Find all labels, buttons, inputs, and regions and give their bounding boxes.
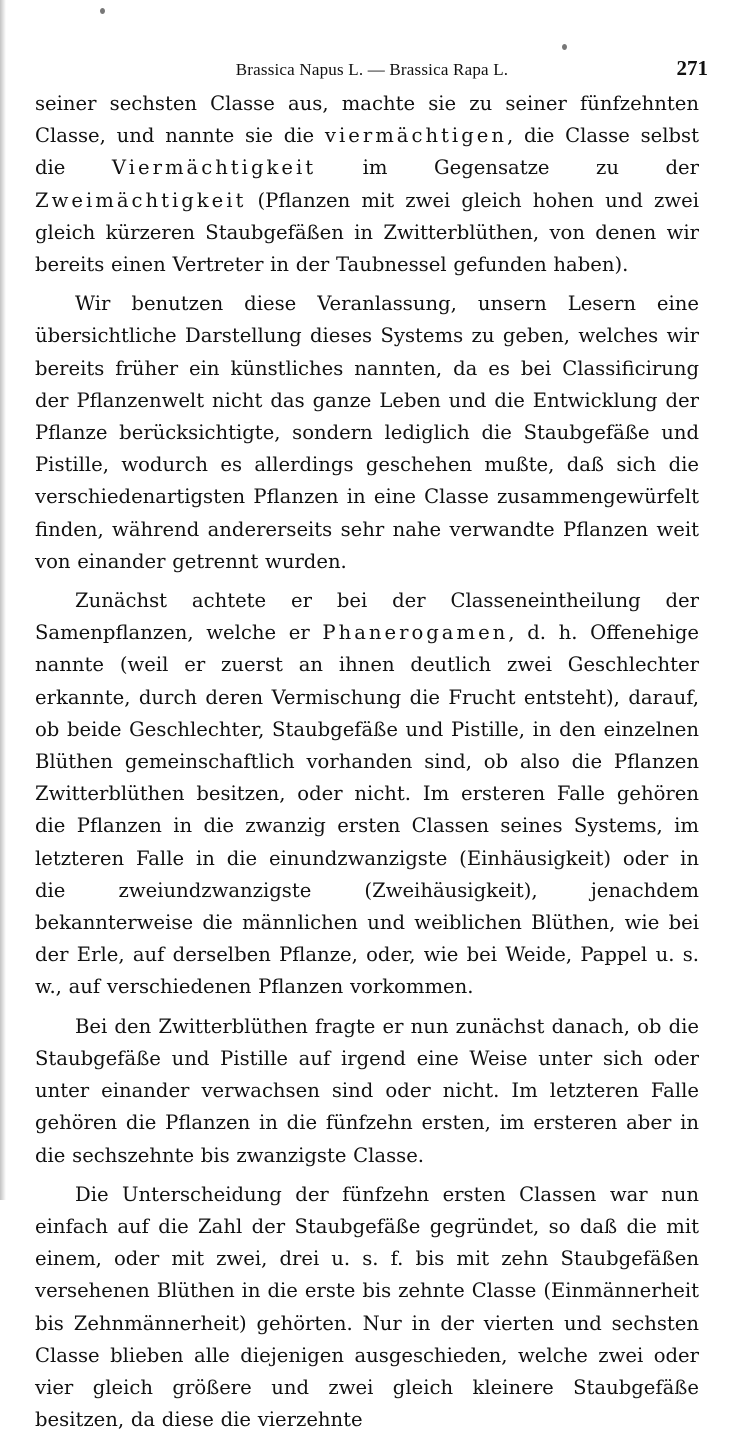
text-run: , die Classe selbst die <box>35 124 699 180</box>
paragraph-4: Bei den Zwitterblüthen fragte er nun zunächst danach, ob die Staubgefäße und Pistille auf irgend eine Weise unter sich oder unter einander verwachsen sind oder nicht. Im letzteren Falle gehören die Pflanzen in die fünfzehn ersten, im ersteren aber in die sechszehnte bis zwanzigste Classe. <box>35 1014 699 1167</box>
running-header <box>36 54 708 86</box>
spaced-term: viermächtigen <box>324 124 507 148</box>
spaced-term: Phanerogamen <box>322 621 509 645</box>
paragraph-2: Wir benutzen diese Veranlassung, unsern Lesern eine übersichtliche Darstellung dieses Systems zu geben, welches wir bereits früher ein künstliches nannten, da es bei Classificirung der Pflanzenwelt nicht das ganze Leben und die Entwicklung der Pflanze berücksichtigte, sondern lediglich die Staubgefäße und Pistille, wodurch es allerdings geschehen mußte, daß sich die verschiedenartigsten Pflanzen in eine Classe zusammengewürfelt finden, während andererseits sehr nahe verwandte Pflanzen weit von einander getrennt wurden. <box>35 292 699 573</box>
text-run: seiner sechsten Classe aus, machte sie zu seiner fünfzehnten Classe, und nannte sie die <box>35 92 699 148</box>
paragraph-5: Die Unterscheidung der fünfzehn ersten Classen war nun einfach auf die Zahl der Staubgefäße gegründet, so daß die mit einem, oder mit zwei, drei u. s. f. bis mit zehn Staubgefäßen versehenen Blüthen in die erste bis zehnte Classe (Einmännerheit bis Zehnmännerheit) gehörten. Nur in der vierten und sechsten Classe blieben alle diejenigen ausgeschieden, welche zwei oder vier gleich größere und zwei gleich kleinere Staubgefäße besitzen, da diese die vierzehnte <box>35 1182 699 1432</box>
spaced-term: Viermächtigkeit <box>111 156 317 180</box>
page-edge-shadow <box>0 0 6 1200</box>
text-run: , d. h. Offenehige nannte (weil er zuerst an ihnen deutlich zwei Geschlechter erkannte, durch deren Vermischung die Frucht entsteht), darauf, ob beide Geschlechter, Staubgefäße und Pistille, in den einzelnen Blüthen gemeinschaftlich vorhanden sind, ob also die Pflanzen Zwitterblüthen besitzen, oder nicht. Im ersteren Falle gehören die Pflanzen in die zwanzig ersten Classen seines Systems, im letzteren Falle in die einundzwanzigste (Einhäusigkeit) oder in die zweiundzwanzigste (Zweihäusigkeit), jenachdem bekannterweise die männlichen und weiblichen Blüthen, wie bei der Erle, auf derselben Pflanze, oder, wie bei Weide, Pappel u. s. w., auf verschiedenen Pflanzen vorkommen. <box>35 621 699 999</box>
spaced-term: Zweimächtigkeit <box>35 188 247 212</box>
text-run: im Gegensatze zu der <box>316 156 699 180</box>
running-title: Brassica Napus L. — Brassica Rapa L. <box>235 60 509 79</box>
paper-speck <box>562 44 567 50</box>
text-run: Zunächst achtete er bei der Classeneintheilung der Samenpflanzen, welche er <box>35 589 699 645</box>
paragraph-3 <box>35 585 699 1004</box>
body-text <box>35 88 699 1436</box>
text-run: (Pflanzen mit zwei gleich hohen und zwei gleich kürzeren Staubgefäßen in Zwitterblüthen, von denen wir bereits einen Vertreter in der Taubnessel gefunden haben). <box>35 188 699 277</box>
paper-speck <box>100 8 105 14</box>
page-number: 271 <box>676 56 708 80</box>
paragraph-1 <box>35 88 699 281</box>
